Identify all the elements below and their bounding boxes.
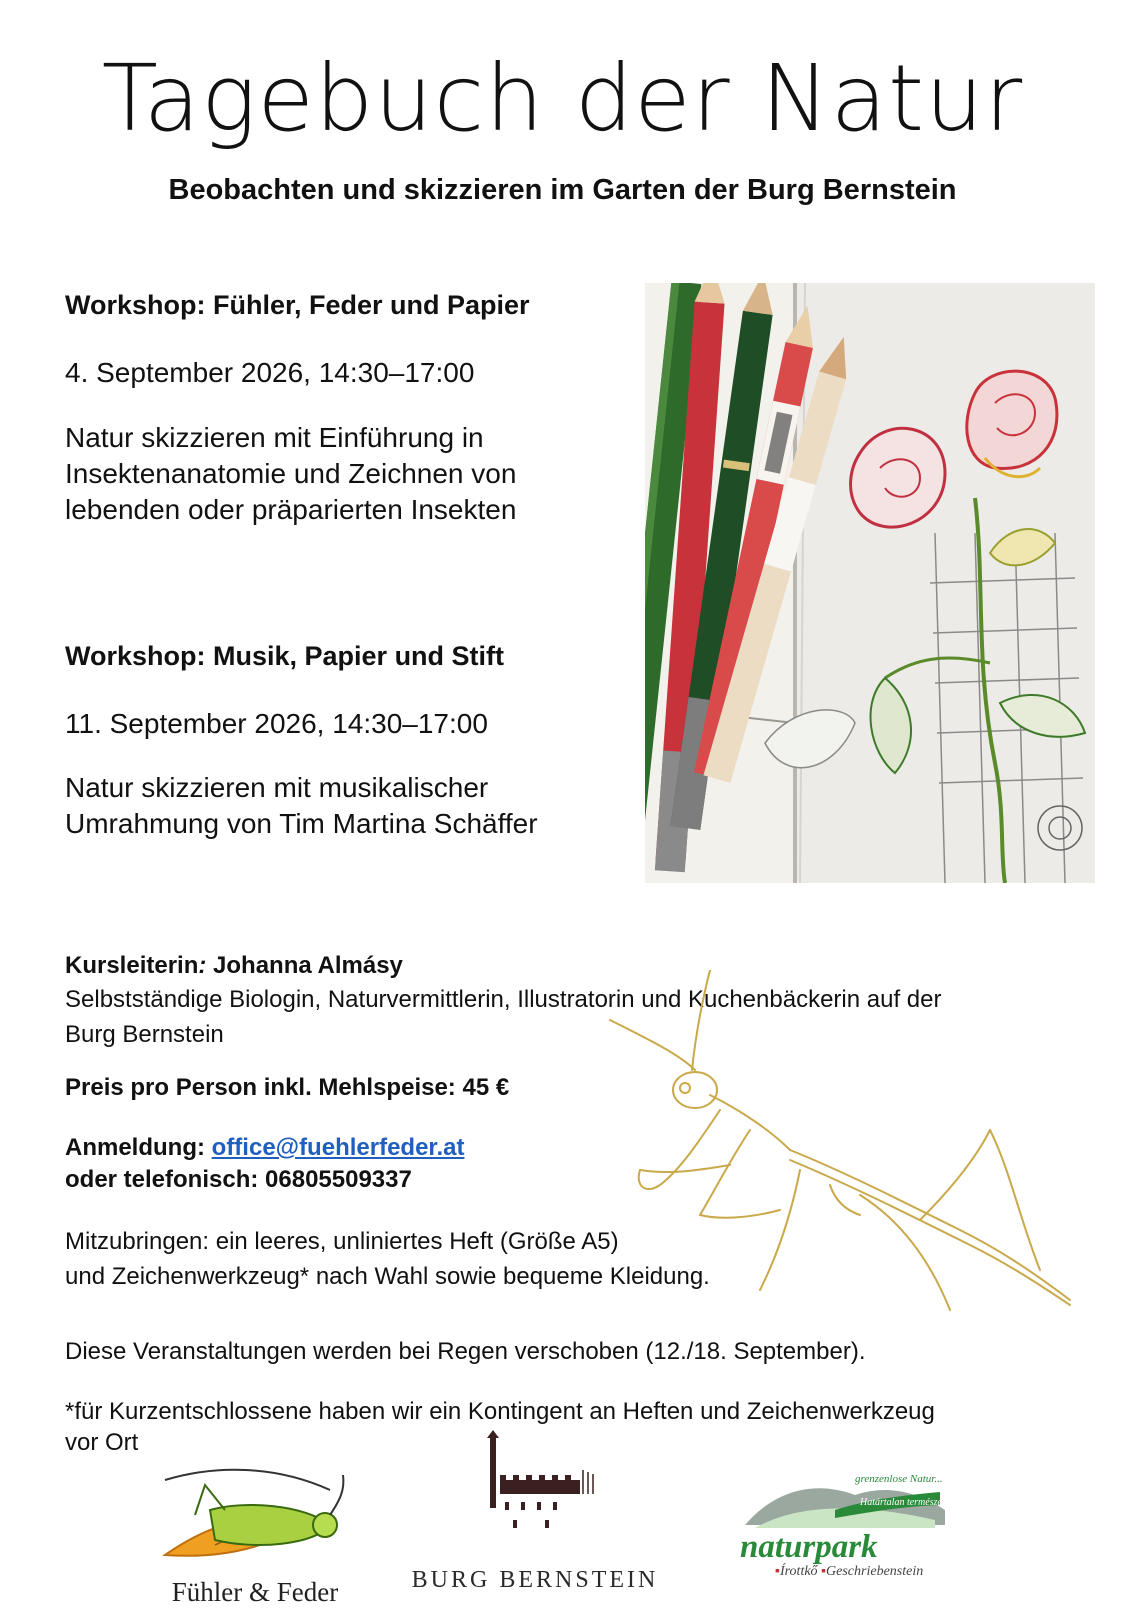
workshop-2-date: 11. September 2026, 14:30–17:00 bbox=[65, 708, 488, 739]
burg-bernstein-logo-text: BURG BERNSTEIN bbox=[411, 1567, 659, 1593]
registration-line: Anmeldung: office@fuehlerfeder.at bbox=[65, 1134, 465, 1161]
burg-bernstein-logo bbox=[405, 1430, 665, 1610]
rain-note: Diese Veranstaltungen werden bei Regen verschoben (12./18. September). bbox=[65, 1338, 866, 1365]
page-subtitle: Beobachten und skizzieren im Garten der Burg Bernstein bbox=[168, 174, 957, 206]
bring-along: Mitzubringen: ein leeres, unliniertes Heft (Größe A5) und Zeichenwerkzeug* nach Wahl sowie bequeme Kleidung. bbox=[65, 1228, 710, 1290]
workshop-2-title: Workshop: Musik, Papier und Stift bbox=[65, 641, 505, 671]
hills-icon bbox=[735, 1470, 975, 1530]
naturpark-arc-text-1: grenzenlose Natur... bbox=[855, 1473, 943, 1485]
grasshopper-feather-icon bbox=[155, 1460, 355, 1570]
phone-info: oder telefonisch: 06805509337 bbox=[65, 1166, 412, 1193]
footnote: *für Kurzentschlossene haben wir ein Kontingent an Heften und Zeichenwerkzeug vor Ort bbox=[65, 1398, 935, 1456]
workshop-2-description: Natur skizzieren mit musikalischer Umrahmung von Tim Martina Schäffer bbox=[65, 772, 538, 839]
instructor-heading: Kursleiterin: Johanna Almásy bbox=[65, 952, 403, 979]
naturpark-arc-text-2: Határtalan természet... bbox=[860, 1497, 953, 1508]
naturpark-subtitle: ▪Írottkő ▪Geschriebenstein bbox=[775, 1564, 924, 1579]
fuehler-feder-logo bbox=[155, 1460, 355, 1610]
castle-icon bbox=[405, 1430, 665, 1540]
naturpark-logo-text: naturpark bbox=[740, 1529, 878, 1565]
instructor-bio: Selbstständige Biologin, Naturvermittlerin, Illustratorin und Kuchenbäckerin auf der Burg Bernstein bbox=[65, 986, 942, 1048]
rose-sketch-photo bbox=[645, 283, 1095, 883]
workshop-1-title: Workshop: Fühler, Feder und Papier bbox=[65, 290, 530, 320]
workshop-1-date: 4. September 2026, 14:30–17:00 bbox=[65, 357, 475, 388]
page-title: Tagebuch der Natur bbox=[101, 45, 1024, 152]
email-link[interactable]: office@fuehlerfeder.at bbox=[211, 1134, 465, 1161]
price-info: Preis pro Person inkl. Mehlspeise: 45 € bbox=[65, 1074, 510, 1101]
fuehler-feder-logo-text: Fühler & Feder bbox=[171, 1577, 339, 1607]
workshop-1-description: Natur skizzieren mit Einführung in Insektenanatomie und Zeichnen von lebenden oder präparierten Insekten bbox=[65, 422, 517, 525]
naturpark-logo bbox=[735, 1470, 975, 1600]
